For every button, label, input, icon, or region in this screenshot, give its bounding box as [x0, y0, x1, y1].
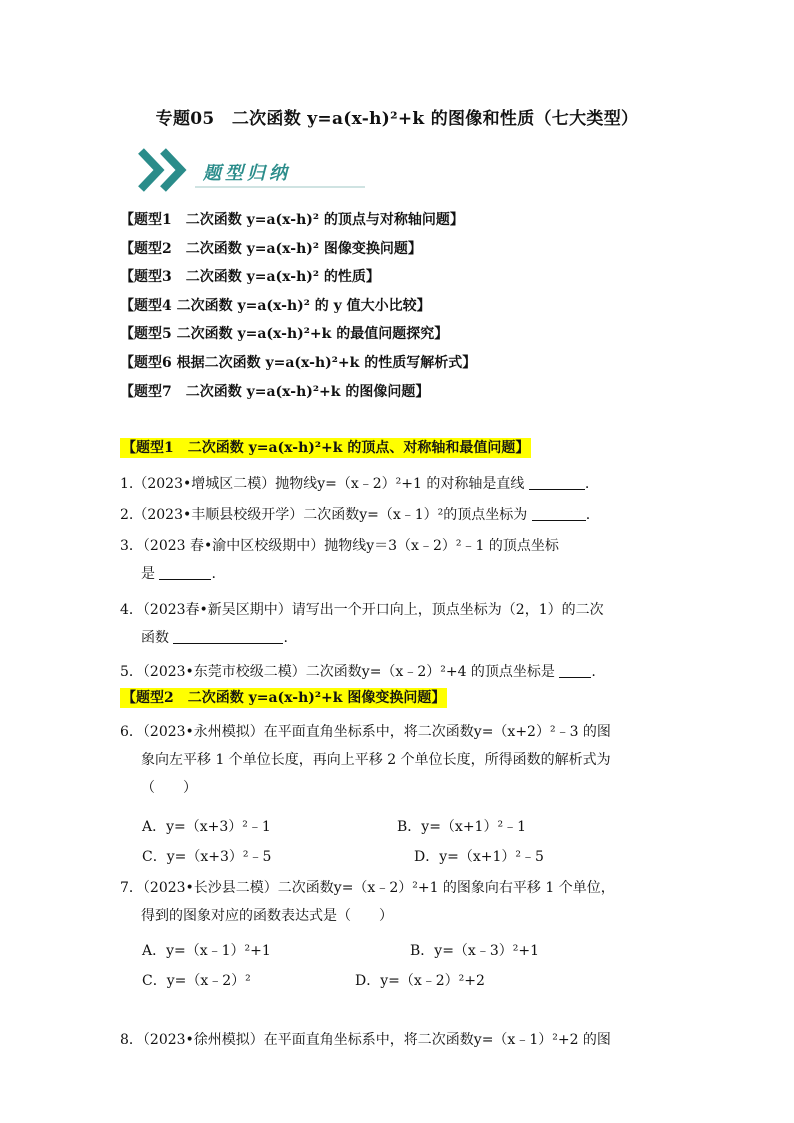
answer-blank[interactable]: [559, 663, 591, 678]
question-7: [120, 874, 680, 930]
question-8: [120, 1026, 680, 1054]
option-d[interactable]: D．y=（x﹣2）²+2: [355, 973, 485, 989]
section-banner: [135, 145, 375, 195]
question-text: 6．（2023•永州模拟）在平面直角坐标系中，将二次函数y=（x+2）²﹣3 的图: [120, 724, 611, 740]
question-text: 函数: [141, 630, 169, 646]
question-text: 7．（2023•长沙县二模）二次函数y=（x﹣2）²+1 的图象向右平移 1 个单位，: [120, 880, 615, 896]
option-b[interactable]: B．y=（x﹣3）²+1: [410, 943, 539, 959]
question-text: 是: [141, 566, 155, 582]
banner-label: 题型归纳: [203, 163, 291, 184]
question-text: 8．（2023•徐州模拟）在平面直角坐标系中，将二次函数y=（x﹣1）²+2 的图: [120, 1032, 611, 1048]
question-text: （ ）: [141, 780, 197, 796]
question-end: .: [585, 507, 591, 523]
toc-item[interactable]: 【题型2 二次函数 y=a(x-h)² 图像变换问题】: [120, 240, 422, 257]
toc-list: [120, 210, 476, 410]
option-d[interactable]: D．y=（x+1）²﹣5: [414, 849, 544, 865]
answer-blank[interactable]: [173, 629, 283, 644]
toc-item[interactable]: 【题型7 二次函数 y=a(x-h)²+k 的图像问题】: [120, 383, 430, 400]
option-c[interactable]: C．y=（x﹣2）²: [142, 973, 251, 989]
double-chevron-icon: [135, 145, 195, 195]
option-a[interactable]: A．y=（x﹣1）²+1: [142, 943, 271, 959]
question-4: [120, 596, 680, 652]
question-end: .: [211, 566, 216, 582]
answer-blank[interactable]: [529, 475, 585, 490]
toc-item[interactable]: 【题型3 二次函数 y=a(x-h)² 的性质】: [120, 269, 380, 286]
question-text: 1.（2023•增城区二模）抛物线y=（x﹣2）²+1 的对称轴是直线: [120, 476, 525, 492]
answer-blank[interactable]: [532, 506, 586, 521]
question-3: [120, 532, 680, 588]
question-end: .: [283, 630, 288, 646]
section-header-2: 【题型2 二次函数 y=a(x-h)²+k 图像变换问题】: [122, 690, 446, 706]
option-a[interactable]: A．y=（x+3）²﹣1: [142, 819, 271, 835]
toc-item[interactable]: 【题型1 二次函数 y=a(x-h)² 的顶点与对称轴问题】: [120, 212, 464, 228]
question-text: 象向左平移 1 个单位长度，再向上平移 2 个单位长度，所得函数的解析式为: [141, 752, 611, 768]
question-end: .: [584, 476, 590, 492]
page-title: 专题05 二次函数 y=a(x-h)²+k 的图像和性质（七大类型）: [155, 109, 639, 129]
question-text: 3．（2023 春•渝中区校级期中）抛物线y＝3（x﹣2）²﹣1 的顶点坐标: [120, 538, 559, 554]
question-text: 2.（2023•丰顺县校级开学）二次函数y=（x﹣1）²的顶点坐标为: [120, 507, 528, 523]
toc-item[interactable]: 【题型6 根据二次函数 y=a(x-h)²+k 的性质写解析式】: [120, 354, 477, 371]
question-end: .: [591, 664, 596, 680]
toc-item[interactable]: 【题型5 二次函数 y=a(x-h)²+k 的最值问题探究】: [120, 326, 449, 343]
question-6: [120, 718, 680, 802]
question-2: [120, 501, 680, 529]
question-text: 4．（2023春•新吴区期中）请写出一个开口向上，顶点坐标为（2，1）的二次: [120, 602, 604, 618]
question-1: [120, 470, 680, 498]
section-header-1: 【题型1 二次函数 y=a(x-h)²+k 的顶点、对称轴和最值问题】: [122, 440, 530, 456]
answer-blank[interactable]: [159, 565, 211, 580]
option-b[interactable]: B．y=（x+1）²﹣1: [397, 819, 526, 835]
option-c[interactable]: C．y=（x+3）²﹣5: [142, 849, 272, 865]
toc-item[interactable]: 【题型4 二次函数 y=a(x-h)² 的 y 值大小比较】: [120, 297, 431, 314]
question-text: 5．（2023•东莞市校级二模）二次函数y=（x﹣2）²+4 的顶点坐标是: [120, 664, 555, 680]
question-text: 得到的图象对应的函数表达式是（ ）: [141, 908, 393, 924]
question-5: [120, 658, 680, 686]
